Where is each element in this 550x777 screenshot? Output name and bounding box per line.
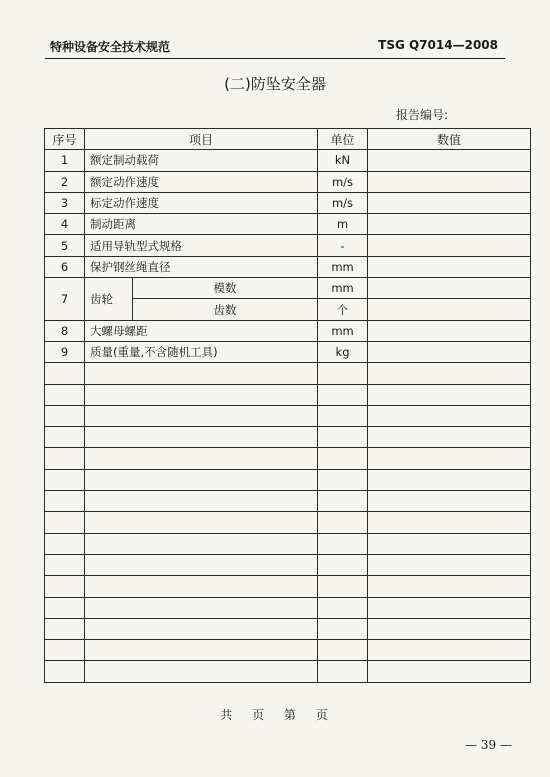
table-row bbox=[45, 405, 531, 426]
header-rule bbox=[45, 58, 505, 59]
item-name bbox=[85, 576, 318, 597]
row-number: 1 bbox=[45, 150, 85, 171]
value-cell[interactable] bbox=[368, 533, 531, 554]
item-name: 制动距离 bbox=[85, 214, 318, 235]
table-row bbox=[45, 363, 531, 384]
item-name: 质量(重量,不含随机工具) bbox=[85, 341, 318, 362]
row-number bbox=[45, 427, 85, 448]
value-cell[interactable] bbox=[368, 512, 531, 533]
value-cell[interactable] bbox=[368, 256, 531, 277]
unit-cell bbox=[318, 661, 368, 682]
spec-series-label: 特种设备安全技术规范 bbox=[50, 40, 171, 54]
item-name bbox=[85, 363, 318, 384]
table-row bbox=[45, 427, 531, 448]
item-name bbox=[85, 533, 318, 554]
item-name bbox=[85, 554, 318, 575]
table-row bbox=[45, 640, 531, 661]
table-row bbox=[45, 597, 531, 618]
table-row bbox=[45, 192, 531, 213]
row-number bbox=[45, 554, 85, 575]
page-count-footer bbox=[0, 706, 550, 723]
unit-cell: m/s bbox=[318, 192, 368, 213]
table-row bbox=[45, 214, 531, 235]
item-name bbox=[85, 384, 318, 405]
row-number: 6 bbox=[45, 256, 85, 277]
item-name: 额定制动载荷 bbox=[85, 150, 318, 171]
unit-cell bbox=[318, 640, 368, 661]
row-number: 7 bbox=[45, 278, 85, 321]
unit-cell bbox=[318, 512, 368, 533]
sub-item-name: 模数 bbox=[133, 278, 318, 299]
col-header-no: 序号 bbox=[45, 129, 85, 150]
unit-cell bbox=[318, 427, 368, 448]
table-row bbox=[45, 278, 531, 299]
table-header-row bbox=[45, 129, 531, 150]
unit-cell: - bbox=[318, 235, 368, 256]
unit-cell: kN bbox=[318, 150, 368, 171]
unit-cell bbox=[318, 618, 368, 639]
table-row bbox=[45, 618, 531, 639]
row-number bbox=[45, 597, 85, 618]
standard-code: TSG Q7014—2008 bbox=[378, 38, 498, 52]
table-row bbox=[45, 320, 531, 341]
table-row bbox=[45, 448, 531, 469]
table-row bbox=[45, 150, 531, 171]
row-number: 4 bbox=[45, 214, 85, 235]
unit-cell: m bbox=[318, 214, 368, 235]
value-cell[interactable] bbox=[368, 150, 531, 171]
row-number: 2 bbox=[45, 171, 85, 192]
unit-cell: 个 bbox=[318, 299, 368, 320]
table-row bbox=[45, 533, 531, 554]
unit-cell: kg bbox=[318, 341, 368, 362]
value-cell[interactable] bbox=[368, 214, 531, 235]
footer-ye: 页 bbox=[252, 708, 267, 722]
value-cell[interactable] bbox=[368, 299, 531, 320]
value-cell[interactable] bbox=[368, 640, 531, 661]
unit-cell bbox=[318, 597, 368, 618]
col-header-value: 数值 bbox=[368, 129, 531, 150]
value-cell[interactable] bbox=[368, 427, 531, 448]
row-number bbox=[45, 469, 85, 490]
unit-cell bbox=[318, 554, 368, 575]
value-cell[interactable] bbox=[368, 576, 531, 597]
row-number: 9 bbox=[45, 341, 85, 362]
item-name bbox=[85, 491, 318, 512]
item-name bbox=[85, 512, 318, 533]
item-name bbox=[85, 448, 318, 469]
unit-cell bbox=[318, 469, 368, 490]
row-number bbox=[45, 512, 85, 533]
unit-cell: mm bbox=[318, 256, 368, 277]
table-row bbox=[45, 171, 531, 192]
row-number bbox=[45, 618, 85, 639]
value-cell[interactable] bbox=[368, 235, 531, 256]
value-cell[interactable] bbox=[368, 469, 531, 490]
footer-ye: 页 bbox=[315, 708, 330, 722]
row-number: 3 bbox=[45, 192, 85, 213]
unit-cell bbox=[318, 448, 368, 469]
table-row bbox=[45, 491, 531, 512]
value-cell[interactable] bbox=[368, 554, 531, 575]
item-name: 适用导轨型式规格 bbox=[85, 235, 318, 256]
unit-cell bbox=[318, 533, 368, 554]
report-number-label: 报告编号: bbox=[396, 108, 449, 122]
value-cell[interactable] bbox=[368, 384, 531, 405]
value-cell[interactable] bbox=[368, 491, 531, 512]
row-number bbox=[45, 640, 85, 661]
unit-cell: m/s bbox=[318, 171, 368, 192]
item-name bbox=[85, 661, 318, 682]
unit-cell bbox=[318, 363, 368, 384]
value-cell[interactable] bbox=[368, 192, 531, 213]
page-number: — 39 — bbox=[465, 738, 512, 752]
row-number bbox=[45, 405, 85, 426]
safety-device-table bbox=[44, 128, 531, 683]
value-cell[interactable] bbox=[368, 171, 531, 192]
row-number: 5 bbox=[45, 235, 85, 256]
row-number bbox=[45, 661, 85, 682]
value-cell[interactable] bbox=[368, 448, 531, 469]
footer-gong: 共 bbox=[220, 708, 235, 722]
item-name bbox=[85, 469, 318, 490]
table-row bbox=[45, 661, 531, 682]
value-cell[interactable] bbox=[368, 320, 531, 341]
section-title: (二)防坠安全器 bbox=[224, 75, 326, 93]
value-cell[interactable] bbox=[368, 278, 531, 299]
table-row bbox=[45, 576, 531, 597]
footer-di: 第 bbox=[283, 708, 298, 722]
table-row bbox=[45, 235, 531, 256]
row-number bbox=[45, 576, 85, 597]
item-name bbox=[85, 597, 318, 618]
table-row bbox=[45, 341, 531, 362]
col-header-item: 项目 bbox=[85, 129, 318, 150]
unit-cell bbox=[318, 576, 368, 597]
item-name bbox=[85, 427, 318, 448]
item-name bbox=[85, 618, 318, 639]
sub-item-name: 齿数 bbox=[133, 299, 318, 320]
item-name: 保护钢丝绳直径 bbox=[85, 256, 318, 277]
item-name bbox=[85, 405, 318, 426]
unit-cell: mm bbox=[318, 278, 368, 299]
row-number bbox=[45, 448, 85, 469]
table-row bbox=[45, 384, 531, 405]
row-number: 8 bbox=[45, 320, 85, 341]
table-row bbox=[45, 554, 531, 575]
unit-cell bbox=[318, 384, 368, 405]
value-cell[interactable] bbox=[368, 597, 531, 618]
row-number bbox=[45, 363, 85, 384]
row-number bbox=[45, 533, 85, 554]
unit-cell: mm bbox=[318, 320, 368, 341]
value-cell[interactable] bbox=[368, 618, 531, 639]
row-number bbox=[45, 384, 85, 405]
item-name bbox=[85, 640, 318, 661]
item-name: 齿轮 bbox=[85, 278, 133, 321]
table-row bbox=[45, 256, 531, 277]
col-header-unit: 单位 bbox=[318, 129, 368, 150]
value-cell[interactable] bbox=[368, 363, 531, 384]
table-row bbox=[45, 469, 531, 490]
item-name: 额定动作速度 bbox=[85, 171, 318, 192]
value-cell[interactable] bbox=[368, 405, 531, 426]
item-name: 标定动作速度 bbox=[85, 192, 318, 213]
row-number bbox=[45, 491, 85, 512]
item-name: 大螺母螺距 bbox=[85, 320, 318, 341]
value-cell[interactable] bbox=[368, 661, 531, 682]
table-row bbox=[45, 512, 531, 533]
value-cell[interactable] bbox=[368, 341, 531, 362]
unit-cell bbox=[318, 491, 368, 512]
unit-cell bbox=[318, 405, 368, 426]
